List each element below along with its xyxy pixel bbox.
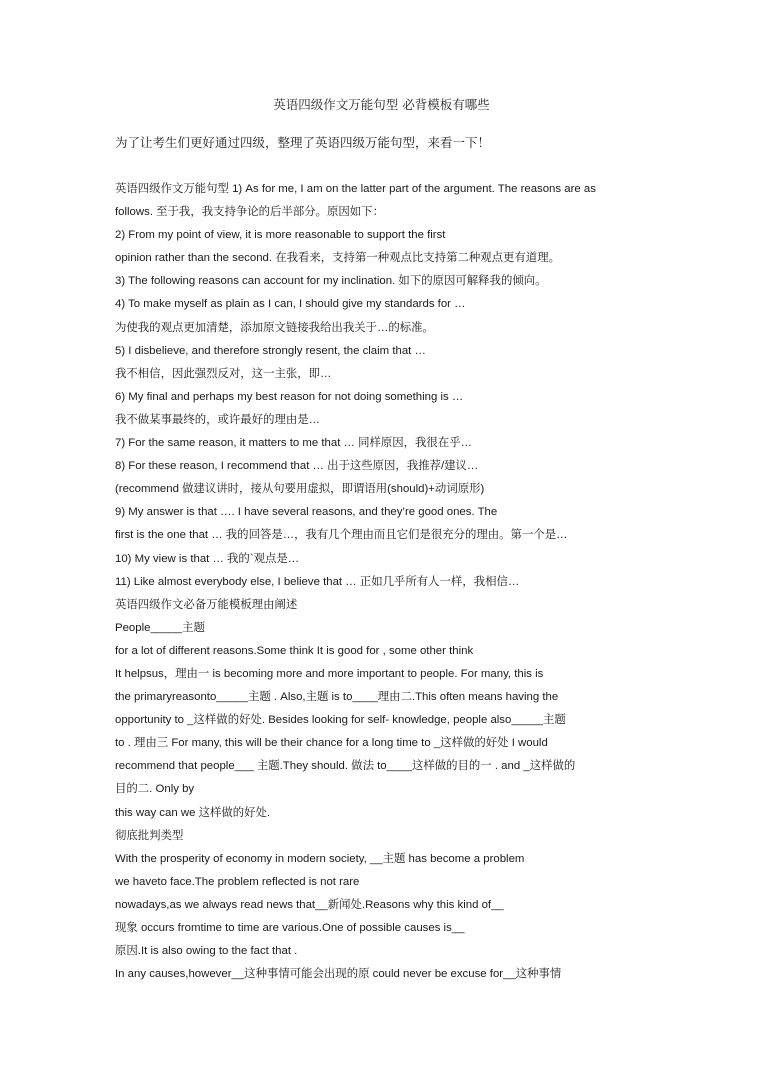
text-line: 原因.It is also owing to the fact that . (115, 945, 298, 958)
text-line: 现象 occurs fromtime to time are various.One of possible causes is__ (115, 922, 465, 934)
text-line: this way can we 这样做的好处. (115, 806, 271, 819)
text-line: 6) My final and perhaps my best reason for not doing something is … (115, 390, 464, 403)
text-line: With the prosperity of economy in modern society, __主题 has become a problem (115, 852, 525, 865)
text-line: People_____主题 (115, 621, 205, 634)
text-line: opinion rather than the second. 在我看来，支持第一种观点比支持第二种观点更有道理。 (115, 252, 560, 265)
text-line: It helpsus，理由一 is becoming more and more important to people. For many, this is (115, 667, 544, 680)
text-line: recommend that people___ 主题.They should. 做法 to____这样做的目的一 . and _这样做的 (115, 760, 576, 773)
page-title: 英语四级作文万能句型 必背模板有哪些 (273, 97, 490, 112)
text-line: 2) From my point of view, it is more reasonable to support the first (115, 229, 446, 242)
text-line: we haveto face.The problem reflected is not rare (115, 875, 360, 888)
text-line: 英语四级作文必备万能模板理由阐述 (115, 598, 298, 611)
text-line: 4) To make myself as plain as I can, I should give my standards for … (115, 298, 466, 311)
document-body (115, 178, 655, 986)
text-line: nowadays,as we always read news that__新闻处.Reasons why this kind of__ (115, 898, 504, 911)
text-line: follows. 至于我，我支持争论的后半部分。原因如下： (115, 206, 384, 219)
text-line: 我不做某事最终的，或许最好的理由是… (115, 413, 321, 426)
text-line: 我不相信，因此强烈反对，这一主张，即… (115, 367, 332, 380)
text-line: the primaryreasonto_____主题 . Also,主题 is to____理由二.This often means having the (115, 691, 559, 704)
text-line: 5) I disbelieve, and therefore strongly resent, the claim that … (115, 344, 426, 357)
text-line: to . 理由三 For many, this will be their chance for a long time to _这样做的好处 I would (115, 737, 548, 750)
text-line: 英语四级作文万能句型 1) As for me, I am on the latter part of the argument. The reasons are as (115, 183, 596, 195)
text-line: 8) For these reason, I recommend that … 出于这些原因，我推荐/建议… (115, 460, 479, 473)
text-line: (recommend 做建议讲时，接从句要用虚拟，即谓语用(should)+动词原形) (115, 483, 485, 496)
text-line: opportunity to _这样做的好处. Besides looking for self- knowledge, people also_____主题 (115, 714, 566, 727)
text-line: 7) For the same reason, it matters to me that … 同样原因，我很在乎… (115, 437, 472, 450)
intro-paragraph: 为了让考生们更好通过四级，整理了英语四级万能句型，来看一下！ (115, 135, 491, 150)
text-line: first is the one that … 我的回答是…，我有几个理由而且它们是很充分的理由。第一个是… (115, 529, 568, 542)
text-line: 10) My view is that … 我的`观点是… (115, 552, 300, 565)
text-line: 9) My answer is that …. I have several reasons, and they’re good ones. The (115, 506, 498, 519)
text-line: 彻底批判类型 (115, 829, 184, 842)
text-line: 目的二. Only by (115, 783, 195, 796)
text-line: 为使我的观点更加清楚，添加原文链接我给出我关于…的标准。 (115, 321, 434, 334)
text-line: for a lot of different reasons.Some think It is good for , some other think (115, 644, 474, 657)
text-line: 3) The following reasons can account for my inclination. 如下的原因可解释我的倾向。 (115, 275, 547, 288)
text-line: 11) Like almost everybody else, I believe that … 正如几乎所有人一样，我相信… (115, 575, 520, 588)
text-line: In any causes,however__这种事情可能会出现的原 could never be excuse for__这种事情 (115, 968, 562, 981)
